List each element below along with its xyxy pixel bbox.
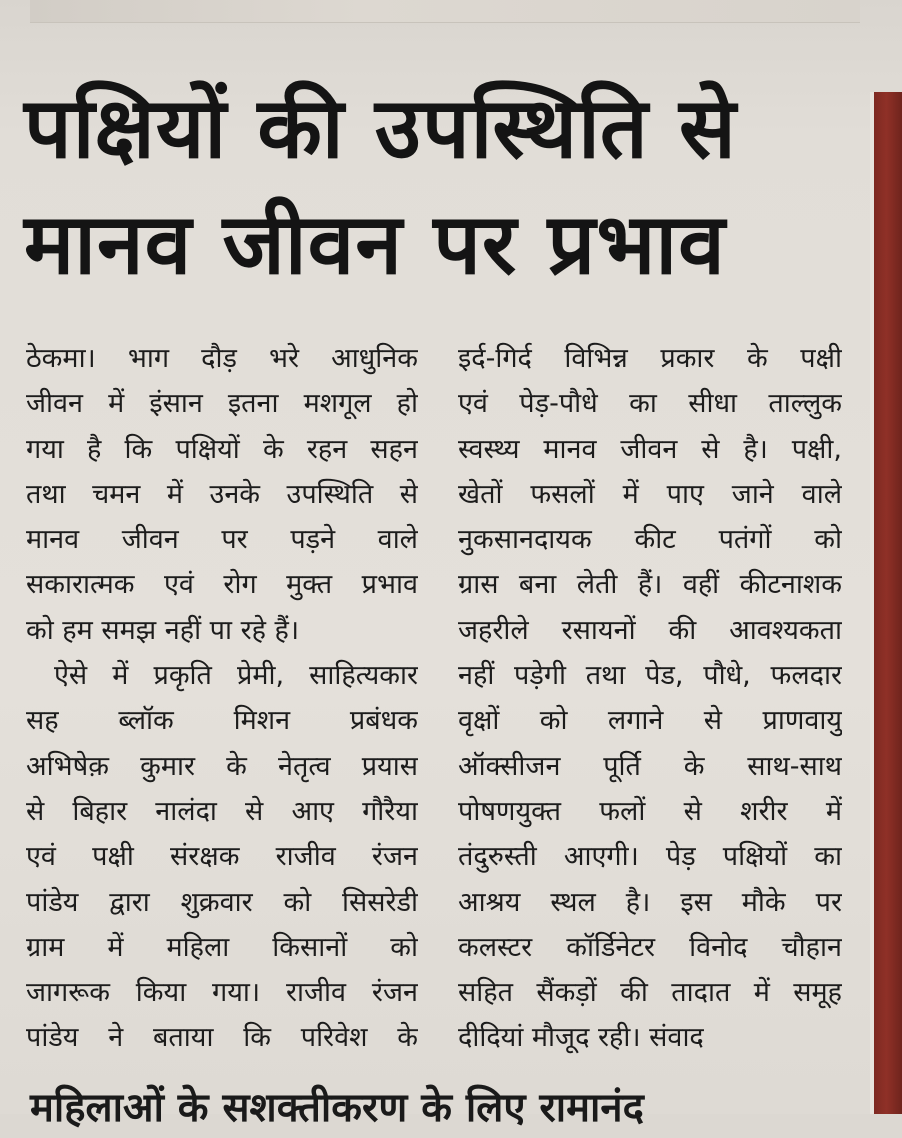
- text-line: से बिहार नालंदा से आए गौरैया: [26, 795, 418, 827]
- text-line: को हम समझ नहीं पा रहे हैं।: [26, 614, 300, 646]
- text-line: कलस्टर कॉर्डिनेटर विनोद चौहान: [458, 931, 842, 963]
- text-line: एवं पक्षी संरक्षक राजीव रंजन: [26, 841, 418, 873]
- headline-line-1: पक्षियों की उपस्थिति से: [24, 79, 737, 177]
- text-line: पोषणयुक्त फलों से शरीर में: [458, 795, 842, 827]
- adjacent-red-column: [874, 92, 902, 1114]
- text-line: दीदियां मौजूद रही। संवाद: [458, 1022, 704, 1054]
- text-line: खेतों फसलों में पाए जाने वाले: [458, 478, 842, 510]
- headline-line-2: मानव जीवन पर प्रभाव: [24, 195, 726, 293]
- text-line: जागरूक किया गया। राजीव रंजन: [26, 977, 418, 1009]
- text-line: जहरीले रसायनों की आवश्यकता: [458, 614, 842, 646]
- text-line: पांडेय ने बताया कि परिवेश के: [26, 1022, 418, 1054]
- text-line: तथा चमन में उनके उपस्थिति से: [26, 478, 418, 510]
- article-left-column: [26, 336, 418, 1061]
- text-line: आश्रय स्थल है। इस मौके पर: [458, 886, 842, 918]
- text-line: ग्राम में महिला किसानों को: [26, 931, 418, 963]
- text-line: तंदुरुस्ती आएगी। पेड़ पक्षियों का: [458, 841, 842, 873]
- text-line: वृक्षों को लगाने से प्राणवायु: [458, 705, 842, 737]
- next-article-headline: महिलाओं के सशक्तीकरण के लिए रामानंद: [30, 1085, 644, 1131]
- text-line: ठेकमा। भाग दौड़ भरे आधुनिक: [26, 343, 418, 374]
- text-line: ग्रास बना लेती हैं। वहीं कीटनाशक: [458, 569, 842, 601]
- text-line: गया है कि पक्षियों के रहन सहन: [26, 433, 418, 465]
- text-line: सह ब्लॉक मिशन प्रबंधक: [26, 705, 418, 737]
- text-line: सकारात्मक एवं रोग मुक्त प्रभाव: [26, 569, 418, 601]
- article-right-column: [458, 336, 842, 1061]
- text-line: पांडेय द्वारा शुक्रवार को सिसरेडी: [26, 886, 418, 918]
- text-line: मानव जीवन पर पड़ने वाले: [26, 524, 418, 556]
- text-line: जीवन में इंसान इतना मशगूल हो: [26, 388, 418, 420]
- text-line: सहित सैंकड़ों की तादात में समूह: [458, 977, 842, 1009]
- text-line: नहीं पड़ेगी तथा पेड, पौधे, फलदार: [458, 660, 842, 692]
- text-line: ऑक्सीजन पूर्ति के साथ-साथ: [458, 750, 842, 782]
- article-headline: [24, 70, 844, 302]
- text-line: नुकसानदायक कीट पतंगों को: [458, 524, 842, 556]
- text-line: अभिषेक़ कुमार के नेतृत्व प्रयास: [26, 750, 418, 782]
- text-line: इर्द-गिर्द विभिन्न प्रकार के पक्षी: [458, 343, 842, 374]
- text-line: स्वस्थ्य मानव जीवन से है। पक्षी,: [458, 433, 842, 465]
- top-edge-strip: [30, 0, 860, 23]
- text-line: एवं पेड़-पौधे का सीधा ताल्लुक: [458, 388, 842, 420]
- text-line: ऐसे में प्रकृति प्रेमी, साहित्यकार: [54, 660, 418, 692]
